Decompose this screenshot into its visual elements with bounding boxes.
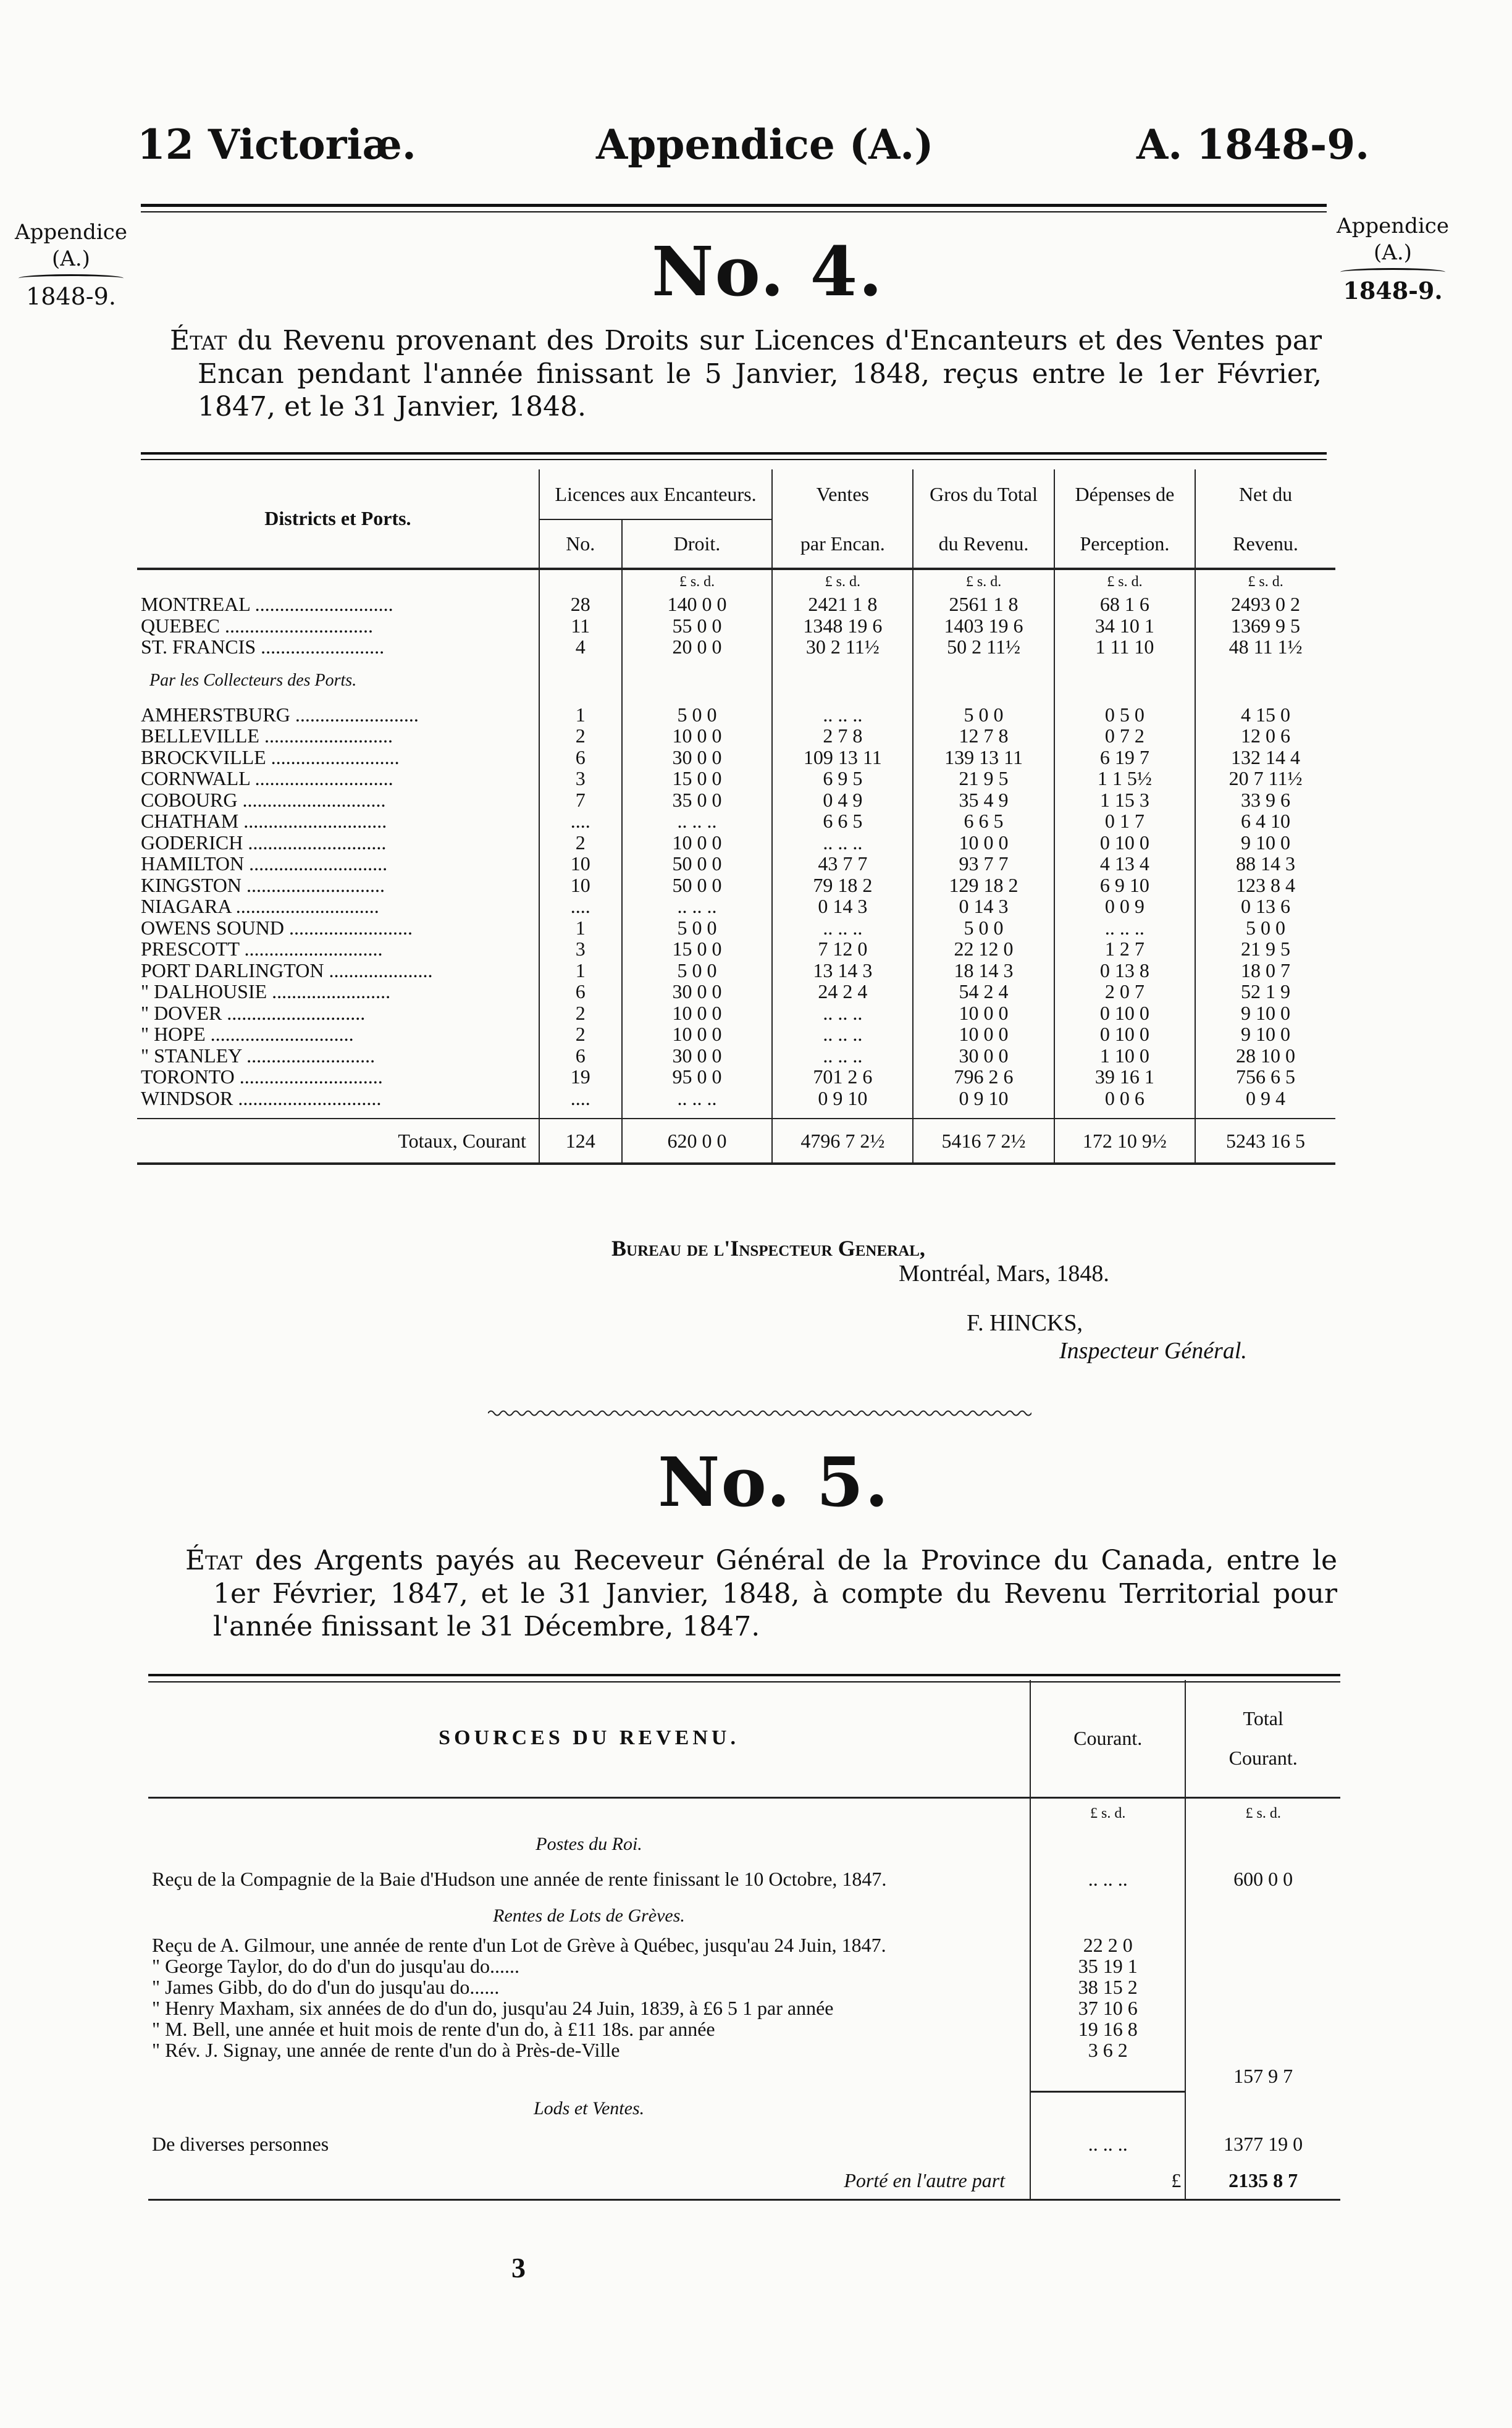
no4-paragraph	[170, 324, 1322, 424]
table-row	[137, 704, 1335, 726]
margin-sub-left: (A.)	[52, 246, 90, 271]
rente-row	[148, 2039, 1340, 2060]
margin-label-right: Appendice	[1337, 214, 1449, 238]
cell-no: 11	[539, 615, 622, 637]
cell-droit: 15 0 0	[622, 768, 773, 789]
col-licences: Licences aux Encanteurs.	[539, 469, 773, 519]
cell-no: 6	[539, 747, 622, 768]
col-dep2: Perception.	[1054, 519, 1195, 569]
cell-net: 9 10 0	[1195, 1023, 1335, 1045]
cell-net: 6 4 10	[1195, 810, 1335, 832]
no4-title: No. 4.	[652, 232, 884, 311]
cell-no: 3	[539, 938, 622, 960]
district-name: KINGSTON ............................	[141, 873, 385, 896]
district-name: QUEBEC ..............................	[141, 614, 373, 637]
cell-ventes: 30 2 11½	[772, 636, 913, 658]
no4-etat: État	[170, 325, 227, 356]
table-row	[137, 832, 1335, 854]
col-net2: Revenu.	[1195, 519, 1335, 569]
totals-gros: 5416 7 2½	[913, 1119, 1054, 1164]
district-name: " DOVER ............................	[141, 1001, 366, 1024]
cell-no: 3	[539, 768, 622, 789]
cell-no: ....	[539, 896, 622, 917]
totals-net: 5243 16 5	[1195, 1119, 1335, 1164]
margin-sub-right: (A.)	[1374, 240, 1412, 265]
sec-postes: Postes du Roi.	[536, 1834, 642, 1854]
cell-ventes: 6 9 5	[772, 768, 913, 789]
col-districts: Districts et Ports.	[264, 507, 411, 530]
totals-no: 124	[539, 1119, 622, 1164]
cell-dep: 0 10 0	[1054, 1023, 1195, 1045]
rente-courant: 19 16 8	[1030, 2018, 1185, 2039]
cell-net: 4 15 0	[1195, 704, 1335, 726]
hudson-text: Reçu de la Compagnie de la Baie d'Hudson une année de rente finissant le 10 Octobre, 1847.	[152, 1868, 887, 1890]
cell-net: 123 8 4	[1195, 875, 1335, 896]
cell-no: 28	[539, 594, 622, 615]
cell-gros: 12 7 8	[913, 725, 1054, 747]
subheading-collecteurs: Par les Collecteurs des Ports.	[149, 670, 357, 690]
district-name: MONTREAL ............................	[141, 593, 393, 615]
cell-net: 52 1 9	[1195, 981, 1335, 1002]
table-row	[137, 594, 1335, 615]
col-gros2: du Revenu.	[913, 519, 1054, 569]
cell-ventes: 109 13 11	[772, 747, 913, 768]
cell-droit: 15 0 0	[622, 938, 773, 960]
rente-total-empty	[1185, 2018, 1340, 2039]
header-left: 12 Victoriæ.	[137, 120, 416, 169]
cell-gros: 2561 1 8	[913, 594, 1054, 615]
cell-ventes: .. .. ..	[772, 1023, 913, 1045]
rente-courant: 22 2 0	[1030, 1934, 1185, 1955]
cell-droit: .. .. ..	[622, 810, 773, 832]
cell-net: 28 10 0	[1195, 1045, 1335, 1067]
col-net1: Net du	[1195, 469, 1335, 519]
margin-year-left: 1848-9.	[26, 283, 116, 310]
cell-droit: .. .. ..	[622, 896, 773, 917]
col-droit: Droit.	[622, 519, 773, 569]
cell-gros: 0 9 10	[913, 1088, 1054, 1109]
col-courant: Courant.	[1030, 1680, 1185, 1797]
cell-dep: 34 10 1	[1054, 615, 1195, 637]
table-row	[137, 636, 1335, 658]
district-name: BROCKVILLE ..........................	[141, 746, 400, 768]
cell-dep: 68 1 6	[1054, 594, 1195, 615]
cell-ventes: 79 18 2	[772, 875, 913, 896]
district-name: WINDSOR .............................	[141, 1086, 382, 1109]
col-no: No.	[539, 519, 622, 569]
cell-droit: 55 0 0	[622, 615, 773, 637]
cell-dep: 4 13 4	[1054, 853, 1195, 875]
table-row	[137, 1002, 1335, 1024]
units: £ s. d.	[1195, 569, 1335, 594]
rente-row	[148, 1955, 1340, 1976]
cell-no: 10	[539, 875, 622, 896]
hudson-courant: .. .. ..	[1030, 1860, 1185, 1897]
cell-droit: 20 0 0	[622, 636, 773, 658]
cell-ventes: .. .. ..	[772, 917, 913, 939]
rente-row	[148, 1976, 1340, 1997]
rente-courant: 38 15 2	[1030, 1976, 1185, 1997]
cell-ventes: 2 7 8	[772, 725, 913, 747]
cell-no: 10	[539, 853, 622, 875]
cell-net: 9 10 0	[1195, 1002, 1335, 1024]
district-name: NIAGARA .............................	[141, 895, 379, 917]
table-row	[137, 981, 1335, 1002]
margin-year-right: 1848-9.	[1343, 277, 1443, 305]
no5-etat: État	[185, 1545, 243, 1576]
rente-text: " M. Bell, une année et huit mois de rente d'un do, à £11 18s. par année	[152, 2018, 715, 2040]
wavy-divider	[488, 1408, 1031, 1418]
cell-dep: 0 1 7	[1054, 810, 1195, 832]
district-name: OWENS SOUND .........................	[141, 916, 413, 939]
cell-no: 2	[539, 725, 622, 747]
margin-label-left: Appendice	[15, 220, 127, 245]
table-row	[137, 1088, 1335, 1109]
cell-droit: 10 0 0	[622, 725, 773, 747]
rente-total-empty	[1185, 1976, 1340, 1997]
hudson-total: 600 0 0	[1185, 1860, 1340, 1897]
district-name: " STANLEY ..........................	[141, 1044, 376, 1067]
cell-dep: 1 2 7	[1054, 938, 1195, 960]
table-row	[137, 810, 1335, 832]
cell-dep: 1 15 3	[1054, 789, 1195, 811]
cell-net: 21 9 5	[1195, 938, 1335, 960]
table-row	[137, 725, 1335, 747]
cell-gros: 50 2 11½	[913, 636, 1054, 658]
cell-ventes: 6 6 5	[772, 810, 913, 832]
cell-ventes: 13 14 3	[772, 960, 913, 981]
rente-courant: 35 19 1	[1030, 1955, 1185, 1976]
table-row	[137, 960, 1335, 981]
cell-no: 6	[539, 1045, 622, 1067]
cell-net: 12 0 6	[1195, 725, 1335, 747]
cell-droit: 140 0 0	[622, 594, 773, 615]
col-dep1: Dépenses de	[1054, 469, 1195, 519]
cell-ventes: .. .. ..	[772, 1002, 913, 1024]
district-name: PRESCOTT ............................	[141, 938, 383, 960]
rentes-total: 157 9 7	[1185, 2060, 1340, 2091]
cell-net: 18 0 7	[1195, 960, 1335, 981]
margin-note-left	[12, 219, 130, 312]
no5-para-text: des Argents payés au Receveur Général de la Province du Canada, entre le 1er Février, 1847, et le 31 Janvier, 1848, à compte du Revenu Territorial pour l'année finissant le 31 Décembre, 1847.	[213, 1545, 1337, 1643]
table-row	[137, 917, 1335, 939]
cell-gros: 796 2 6	[913, 1066, 1054, 1088]
cell-no: 2	[539, 1002, 622, 1024]
district-name: TORONTO .............................	[141, 1065, 383, 1088]
table4-top-rule-thin	[141, 459, 1327, 460]
col-total-1: Total	[1243, 1707, 1283, 1730]
cell-no: 1	[539, 917, 622, 939]
cell-net: 20 7 11½	[1195, 768, 1335, 789]
cell-dep: 1 10 0	[1054, 1045, 1195, 1067]
district-name: " HOPE .............................	[141, 1023, 354, 1045]
cell-gros: 54 2 4	[913, 981, 1054, 1002]
cell-no: ....	[539, 810, 622, 832]
page-number: 3	[511, 2252, 526, 2283]
cell-droit: 5 0 0	[622, 960, 773, 981]
signature-place: Montréal, Mars, 1848.	[899, 1261, 1109, 1287]
table-row	[137, 1066, 1335, 1088]
cell-ventes: .. .. ..	[772, 704, 913, 726]
col-sources: SOURCES DU REVENU.	[439, 1726, 739, 1750]
cell-dep: 0 5 0	[1054, 704, 1195, 726]
cell-gros: 6 6 5	[913, 810, 1054, 832]
cell-net: 0 9 4	[1195, 1088, 1335, 1109]
totals-row	[137, 1119, 1335, 1164]
signature-bureau: Bureau de l'Inspecteur General,	[611, 1236, 925, 1261]
cell-net: 756 6 5	[1195, 1066, 1335, 1088]
signature-name: F. HINCKS,	[967, 1310, 1083, 1336]
cell-ventes: 24 2 4	[772, 981, 913, 1002]
cell-net: 1369 9 5	[1195, 615, 1335, 637]
cell-no: 1	[539, 704, 622, 726]
units: £ s. d.	[1185, 1797, 1340, 1828]
cell-net: 5 0 0	[1195, 917, 1335, 939]
rente-row	[148, 1997, 1340, 2018]
cell-gros: 22 12 0	[913, 938, 1054, 960]
cell-no: 2	[539, 832, 622, 854]
no5-paragraph	[185, 1544, 1337, 1644]
cell-gros: 10 0 0	[913, 832, 1054, 854]
cell-net: 9 10 0	[1195, 832, 1335, 854]
rente-text: " Henry Maxham, six années de do d'un do, jusqu'au 24 Juin, 1839, à £6 5 1 par année	[152, 1997, 834, 2019]
no4-para-text: du Revenu provenant des Droits sur Licences d'Encanteurs et des Ventes par Encan pendant l'année finissant le 5 Janvier, 1848, reçus entre le 1er Février, 1847, et le 31 Janvier, 1848.	[198, 325, 1322, 423]
district-name: PORT DARLINGTON .....................	[141, 959, 433, 981]
cell-droit: 10 0 0	[622, 1002, 773, 1024]
rente-text: " George Taylor, do do d'un do jusqu'au do......	[152, 1955, 519, 1977]
cell-gros: 18 14 3	[913, 960, 1054, 981]
cell-ventes: 0 4 9	[772, 789, 913, 811]
table-row	[137, 768, 1335, 789]
col-ventes1: Ventes	[772, 469, 913, 519]
cell-dep: 6 19 7	[1054, 747, 1195, 768]
header-rule-thin	[141, 211, 1327, 212]
cell-dep: 0 0 6	[1054, 1088, 1195, 1109]
district-name: HAMILTON ............................	[141, 852, 388, 875]
rente-total-empty	[1185, 1997, 1340, 2018]
rente-text: " James Gibb, do do d'un do jusqu'au do......	[152, 1976, 500, 1998]
cell-net: 132 14 4	[1195, 747, 1335, 768]
rente-total-empty	[1185, 1934, 1340, 1955]
district-name: " DALHOUSIE ........................	[141, 980, 391, 1002]
cell-droit: 10 0 0	[622, 1023, 773, 1045]
signature-title: Inspecteur Général.	[1059, 1338, 1247, 1364]
cell-gros: 129 18 2	[913, 875, 1054, 896]
cell-ventes: 7 12 0	[772, 938, 913, 960]
rente-row	[148, 1934, 1340, 1955]
cell-droit: 50 0 0	[622, 853, 773, 875]
cell-gros: 10 0 0	[913, 1002, 1054, 1024]
cell-droit: 30 0 0	[622, 1045, 773, 1067]
totals-droit: 620 0 0	[622, 1119, 773, 1164]
table-no5	[148, 1680, 1340, 2201]
cell-dep: 1 1 5½	[1054, 768, 1195, 789]
cell-no: ....	[539, 1088, 622, 1109]
porte-courant: £	[1030, 2162, 1185, 2199]
margin-note-right	[1334, 213, 1451, 306]
cell-droit: 35 0 0	[622, 789, 773, 811]
lods-text: De diverses personnes	[152, 2133, 329, 2155]
units: £ s. d.	[622, 569, 773, 594]
rente-courant: 3 6 2	[1030, 2039, 1185, 2060]
cell-gros: 1403 19 6	[913, 615, 1054, 637]
rente-total-empty	[1185, 1955, 1340, 1976]
totals-ventes: 4796 7 2½	[772, 1119, 913, 1164]
cell-ventes: 701 2 6	[772, 1066, 913, 1088]
cell-dep: 0 13 8	[1054, 960, 1195, 981]
table-row	[137, 1045, 1335, 1067]
cell-gros: 0 14 3	[913, 896, 1054, 917]
table-row	[137, 896, 1335, 917]
cell-droit: .. .. ..	[622, 1088, 773, 1109]
table4-top-rule	[141, 452, 1327, 455]
cell-droit: 50 0 0	[622, 875, 773, 896]
cell-dep: 2 0 7	[1054, 981, 1195, 1002]
rente-total-empty	[1185, 2039, 1340, 2060]
cell-dep: 1 11 10	[1054, 636, 1195, 658]
units: £ s. d.	[1030, 1797, 1185, 1828]
cell-droit: 30 0 0	[622, 747, 773, 768]
lods-total: 1377 19 0	[1185, 2125, 1340, 2162]
cell-droit: 5 0 0	[622, 704, 773, 726]
units: £ s. d.	[913, 569, 1054, 594]
district-name: GODERICH ............................	[141, 831, 387, 854]
cell-no: 1	[539, 960, 622, 981]
rente-courant: 37 10 6	[1030, 1997, 1185, 2018]
cell-net: 2493 0 2	[1195, 594, 1335, 615]
cell-ventes: 0 14 3	[772, 896, 913, 917]
lods-courant: .. .. ..	[1030, 2125, 1185, 2162]
cell-gros: 5 0 0	[913, 704, 1054, 726]
cell-no: 4	[539, 636, 622, 658]
district-name: BELLEVILLE ..........................	[141, 725, 393, 747]
col-ventes2: par Encan.	[772, 519, 913, 569]
cell-ventes: 2421 1 8	[772, 594, 913, 615]
cell-gros: 21 9 5	[913, 768, 1054, 789]
sec-lods: Lods et Ventes.	[533, 2098, 645, 2119]
cell-dep: 6 9 10	[1054, 875, 1195, 896]
cell-net: 48 11 1½	[1195, 636, 1335, 658]
cell-ventes: .. .. ..	[772, 1045, 913, 1067]
cell-gros: 5 0 0	[913, 917, 1054, 939]
header-center: Appendice (A.)	[596, 120, 934, 169]
table5-top-rule	[148, 1674, 1340, 1676]
cell-dep: 39 16 1	[1054, 1066, 1195, 1088]
cell-ventes: 0 9 10	[772, 1088, 913, 1109]
cell-ventes: .. .. ..	[772, 832, 913, 854]
table-row	[137, 789, 1335, 811]
porte-total: 2135 8 7	[1185, 2162, 1340, 2199]
cell-droit: 95 0 0	[622, 1066, 773, 1088]
cell-gros: 30 0 0	[913, 1045, 1054, 1067]
table-no4	[137, 469, 1335, 1165]
cell-ventes: 1348 19 6	[772, 615, 913, 637]
district-name: ST. FRANCIS .........................	[141, 636, 385, 658]
table-row	[137, 875, 1335, 896]
col-gros1: Gros du Total	[913, 469, 1054, 519]
table-row	[137, 615, 1335, 637]
cell-dep: 0 0 9	[1054, 896, 1195, 917]
cell-no: 6	[539, 981, 622, 1002]
cell-droit: 5 0 0	[622, 917, 773, 939]
cell-no: 7	[539, 789, 622, 811]
totals-dep: 172 10 9½	[1054, 1119, 1195, 1164]
cell-gros: 139 13 11	[913, 747, 1054, 768]
cell-gros: 10 0 0	[913, 1023, 1054, 1045]
sec-rentes: Rentes de Lots de Grèves.	[493, 1905, 685, 1926]
totals-label: Totaux, Courant	[137, 1119, 539, 1164]
header-rule	[141, 204, 1327, 207]
units: £ s. d.	[1054, 569, 1195, 594]
rente-row	[148, 2018, 1340, 2039]
cell-no: 2	[539, 1023, 622, 1045]
cell-net: 0 13 6	[1195, 896, 1335, 917]
table-row	[137, 938, 1335, 960]
cell-gros: 93 7 7	[913, 853, 1054, 875]
no5-title: No. 5.	[658, 1442, 890, 1522]
rente-text: Reçu de A. Gilmour, une année de rente d'un Lot de Grève à Québec, jusqu'au 24 Juin, 1847.	[152, 1934, 886, 1956]
col-total	[1185, 1680, 1340, 1797]
cell-net: 33 9 6	[1195, 789, 1335, 811]
cell-net: 88 14 3	[1195, 853, 1335, 875]
table-row	[137, 1023, 1335, 1045]
rente-text: " Rév. J. Signay, une année de rente d'un do à Près-de-Ville	[152, 2039, 620, 2061]
cell-ventes: 43 7 7	[772, 853, 913, 875]
table-row	[137, 747, 1335, 768]
district-name: CORNWALL ............................	[141, 767, 393, 789]
cell-droit: 10 0 0	[622, 832, 773, 854]
col-total-2: Courant.	[1228, 1747, 1298, 1770]
district-name: COBOURG .............................	[141, 788, 386, 811]
cell-no: 19	[539, 1066, 622, 1088]
header-right: A. 1848-9.	[1136, 120, 1370, 169]
cell-dep: 0 10 0	[1054, 1002, 1195, 1024]
porte-text: Porté en l'autre part	[844, 2169, 1006, 2192]
cell-dep: .. .. ..	[1054, 917, 1195, 939]
table-row	[137, 853, 1335, 875]
district-name: CHATHAM .............................	[141, 810, 387, 832]
cell-dep: 0 10 0	[1054, 832, 1195, 854]
units: £ s. d.	[772, 569, 913, 594]
cell-droit: 30 0 0	[622, 981, 773, 1002]
cell-gros: 35 4 9	[913, 789, 1054, 811]
cell-dep: 0 7 2	[1054, 725, 1195, 747]
district-name: AMHERSTBURG .........................	[141, 703, 419, 726]
